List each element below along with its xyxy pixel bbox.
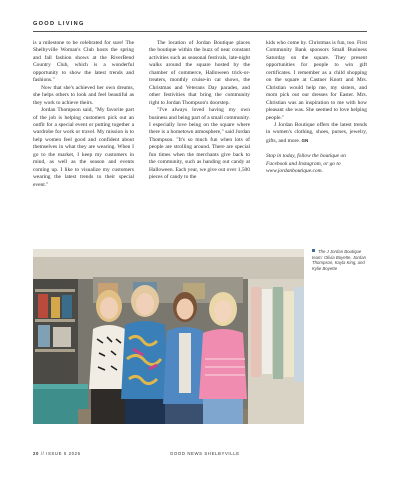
paragraph: is a milestone to be celebrated for sure! The Shelbyville Woman's Club hosts the spring and fall fashion shows at the RiverBend Country Club, which is a wonderful opportunity to show the latest trends and fashions." <box>33 40 134 84</box>
section-label: GOOD LIVING <box>33 21 85 27</box>
page-number: 20 <box>33 451 39 456</box>
paragraph: "I've always loved having my own business and being part of a small community. I especially love being on the square where there is a hometown atmosphere," said Jordan Thompson. "It's so much fun when lots of people are strolling around. There are special fun times when the merchants give back to the community, such as handing out candy at Halloween. Each year, we give out over 1,500 pieces of candy to the <box>149 107 250 181</box>
article-column-2 <box>149 40 250 182</box>
publication-name: GOOD NEWS SHELBYVILLE <box>170 451 240 456</box>
paragraph-text: J Jordan Boutique offers the latest trends in women's clothing, shoes, purses, jewelry, gifts, and more. <box>266 121 367 144</box>
page-footer <box>33 451 367 456</box>
photo-caption <box>312 249 368 271</box>
article-column-1 <box>33 40 134 189</box>
paragraph: Now that she's achieved her own dreams, she helps others to look and feel beautiful as they work to achieve theirs. <box>33 84 134 106</box>
paragraph: The location of Jordan Boutique places the boutique within the buzz of near constant activities such as seasonal festivals, late-night walks around the square hosted by the chamber of commerce, Halloween trick-or-treaters, monthly cruise-in car shows, the Christmas and Veterans Day parades, and other festivities that bring the community right to Jordan Thompson's doorstep. <box>149 40 250 106</box>
header-rule <box>33 31 367 32</box>
caption-text: The J Jordan Boutique team: Olivia Boyette, Jordan Thompson, Kayla King, and Kylie Boyette <box>312 249 366 271</box>
caption-bullet-icon <box>312 249 315 252</box>
paragraph <box>266 122 367 145</box>
team-photo <box>33 249 304 424</box>
paragraph: kids who come by. Christmas is fun, too. First Community Bank sponsors Small Business Saturday on the square. They present opportunities for people to win gift certificates. I remember as a child shopping on the square at Castner Knott and Mrs. Christian would help me, my sisters, and mom pick out our dresses for Easter. Mrs. Christian was an inspiration to me with how pleasant she was. She seemed to love helping people." <box>266 40 367 121</box>
article-column-3 <box>266 40 367 176</box>
paragraph: Jordan Thompson said, "My favorite part of the job is helping customers pick out an outfit for a special event or putting together a wardrobe for work or travel. My mission is to help women feel good and confident about themselves in what they are wearing. When I go to the market, I keep my customers in mind, as well as the season and events coming up. I like to visualize my customers wearing the latest trends to their special event." <box>33 107 134 188</box>
tagline: Stop in today, follow the boutique on Facebook and Instagram, or go to www.jordanboutique.com. <box>266 153 346 175</box>
end-mark: GN <box>301 137 309 143</box>
issue-label: // ISSUE 5 2025 <box>40 451 81 456</box>
